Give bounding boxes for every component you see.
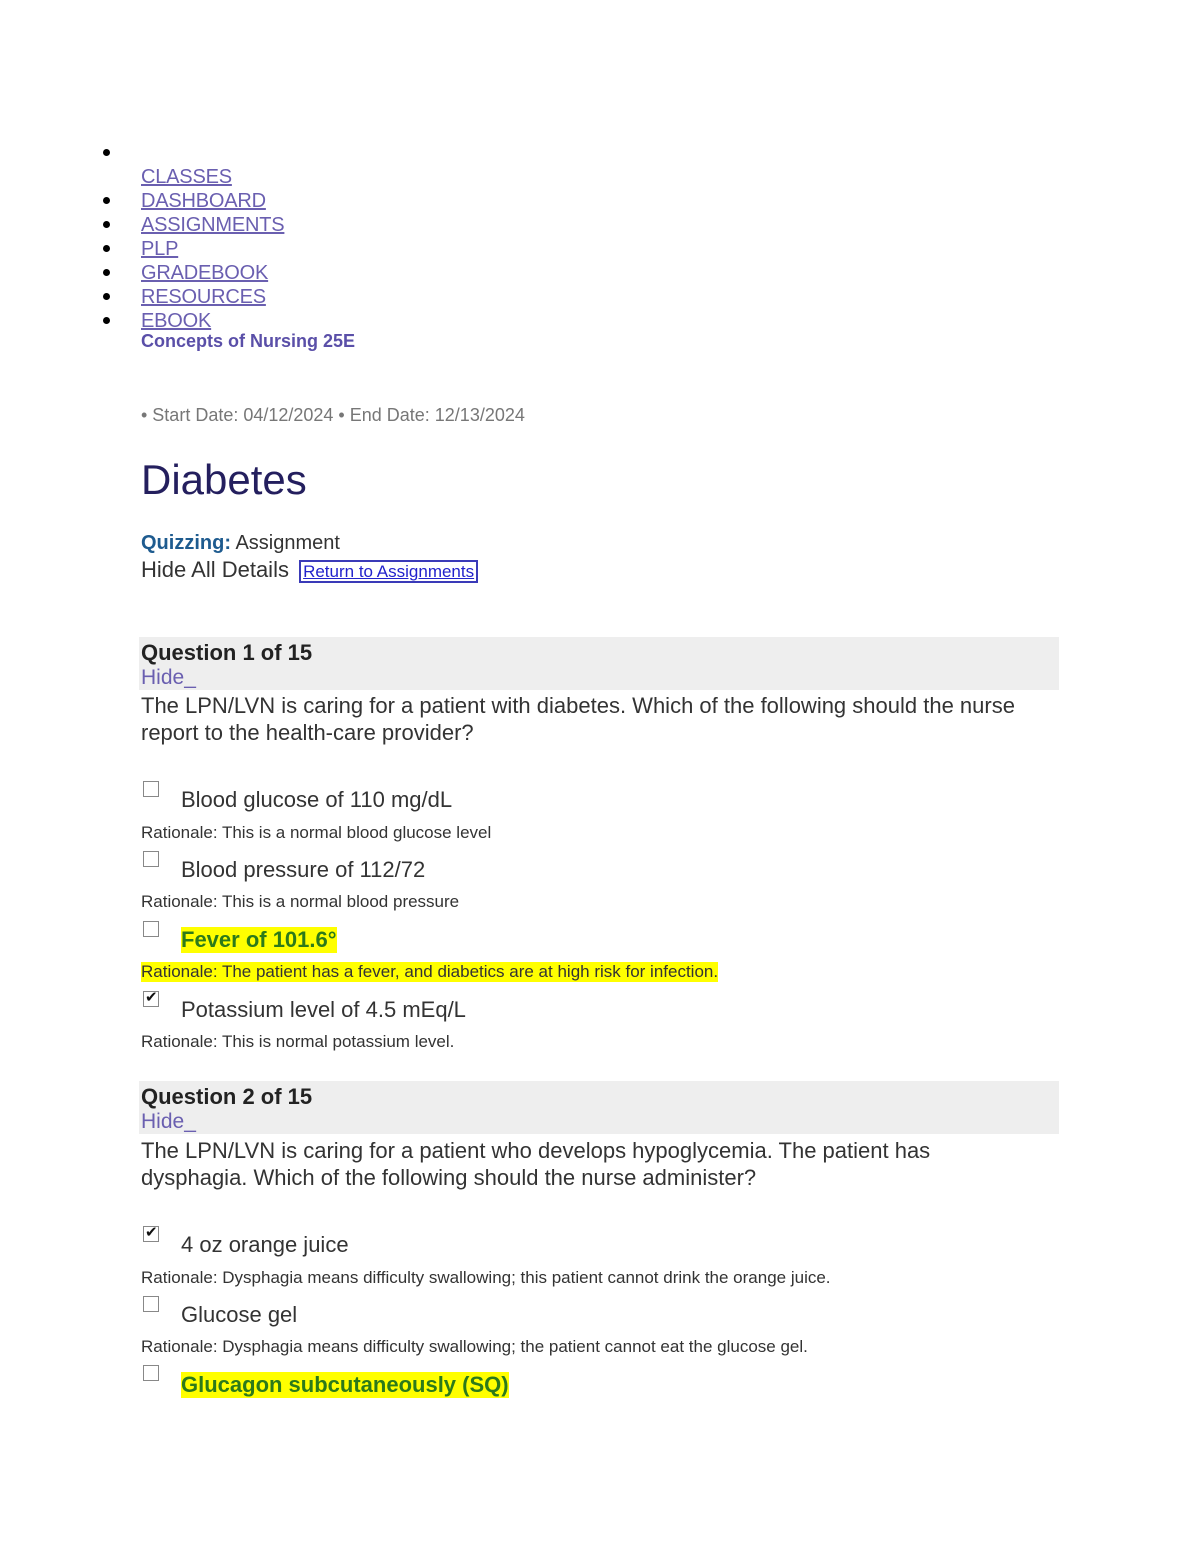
answer-checkbox-checked[interactable]: [143, 991, 159, 1007]
nav-link-ebook[interactable]: EBOOK: [141, 310, 212, 332]
question-hide-toggle[interactable]: Hide_: [141, 666, 196, 689]
answer-option: Potassium level of 4.5 mEq/L: [181, 997, 466, 1022]
question-text: The LPN/LVN is caring for a patient with diabetes. Which of the following should the nurse report to the health-care provider?: [141, 693, 1015, 745]
bullet-icon: [103, 317, 110, 324]
answer-rationale: Rationale: This is a normal blood glucose level: [141, 823, 492, 842]
nav-link-classes[interactable]: CLASSES: [141, 166, 232, 188]
quizzing-value: Assignment: [235, 532, 340, 554]
quizzing-line: [141, 532, 340, 555]
answer-option: Blood glucose of 110 mg/dL: [181, 787, 453, 812]
question-header: [139, 637, 1059, 690]
return-to-assignments-button[interactable]: Return to Assignments: [299, 560, 478, 583]
nav-link-dashboard[interactable]: DASHBOARD: [141, 190, 266, 212]
correct-answer-option: Fever of 101.6°: [181, 927, 337, 952]
nav-item-plp[interactable]: [0, 236, 600, 260]
bullet-icon: [103, 293, 110, 300]
question-hide-toggle[interactable]: Hide_: [141, 1110, 196, 1133]
question-header: [139, 1081, 1059, 1134]
bullet-icon: [103, 221, 110, 228]
bullet-icon: [103, 197, 110, 204]
answer-checkbox[interactable]: [143, 921, 159, 937]
nav-item-resources[interactable]: [0, 284, 600, 308]
nav-link-assignments[interactable]: ASSIGNMENTS: [141, 214, 285, 236]
main-nav: [0, 140, 600, 332]
quizzing-label: Quizzing:: [141, 532, 231, 554]
nav-link-resources[interactable]: RESOURCES: [141, 286, 266, 308]
nav-item-blank: [0, 140, 600, 164]
bullet-icon: [103, 149, 110, 156]
answer-checkbox[interactable]: [143, 1296, 159, 1312]
question-title: Question 2 of 15: [141, 1084, 313, 1109]
answer-checkbox[interactable]: [143, 1365, 159, 1381]
hide-all-details-toggle[interactable]: Hide All Details: [141, 557, 289, 582]
answer-checkbox[interactable]: [143, 781, 159, 797]
bullet-icon: [103, 245, 110, 252]
nav-item-classes[interactable]: [0, 164, 600, 188]
answer-rationale: Rationale: This is a normal blood pressure: [141, 892, 460, 911]
question-title: Question 1 of 15: [141, 640, 313, 665]
nav-item-dashboard[interactable]: [0, 188, 600, 212]
answer-checkbox[interactable]: [143, 851, 159, 867]
correct-answer-rationale: Rationale: The patient has a fever, and diabetics are at high risk for infection.: [141, 962, 719, 981]
answer-option: Glucose gel: [181, 1302, 298, 1327]
answer-option: Blood pressure of 112/72: [181, 857, 426, 882]
answer-option: 4 oz orange juice: [181, 1232, 349, 1257]
answer-rationale: Rationale: Dysphagia means difficulty swallowing; this patient cannot drink the orange juice.: [141, 1268, 831, 1287]
nav-link-gradebook[interactable]: GRADEBOOK: [141, 262, 269, 284]
bullet-icon: [103, 269, 110, 276]
correct-answer-option: Glucagon subcutaneously (SQ): [181, 1372, 509, 1397]
answer-rationale: Rationale: Dysphagia means difficulty swallowing; the patient cannot eat the glucose gel.: [141, 1337, 808, 1356]
answer-checkbox-checked[interactable]: [143, 1226, 159, 1242]
course-dates: • Start Date: 04/12/2024 • End Date: 12/13/2024: [141, 405, 525, 425]
page-title: Diabetes: [141, 456, 307, 503]
nav-item-assignments[interactable]: [0, 212, 600, 236]
question-text: The LPN/LVN is caring for a patient who develops hypoglycemia. The patient has dysphagia. Which of the following should the nurse administer?: [141, 1138, 931, 1190]
course-name: Concepts of Nursing 25E: [141, 331, 356, 351]
answer-rationale: Rationale: This is normal potassium level.: [141, 1032, 455, 1051]
details-line: [141, 557, 478, 583]
nav-item-gradebook[interactable]: [0, 260, 600, 284]
nav-link-plp[interactable]: PLP: [141, 238, 179, 260]
nav-item-ebook[interactable]: [0, 308, 600, 332]
